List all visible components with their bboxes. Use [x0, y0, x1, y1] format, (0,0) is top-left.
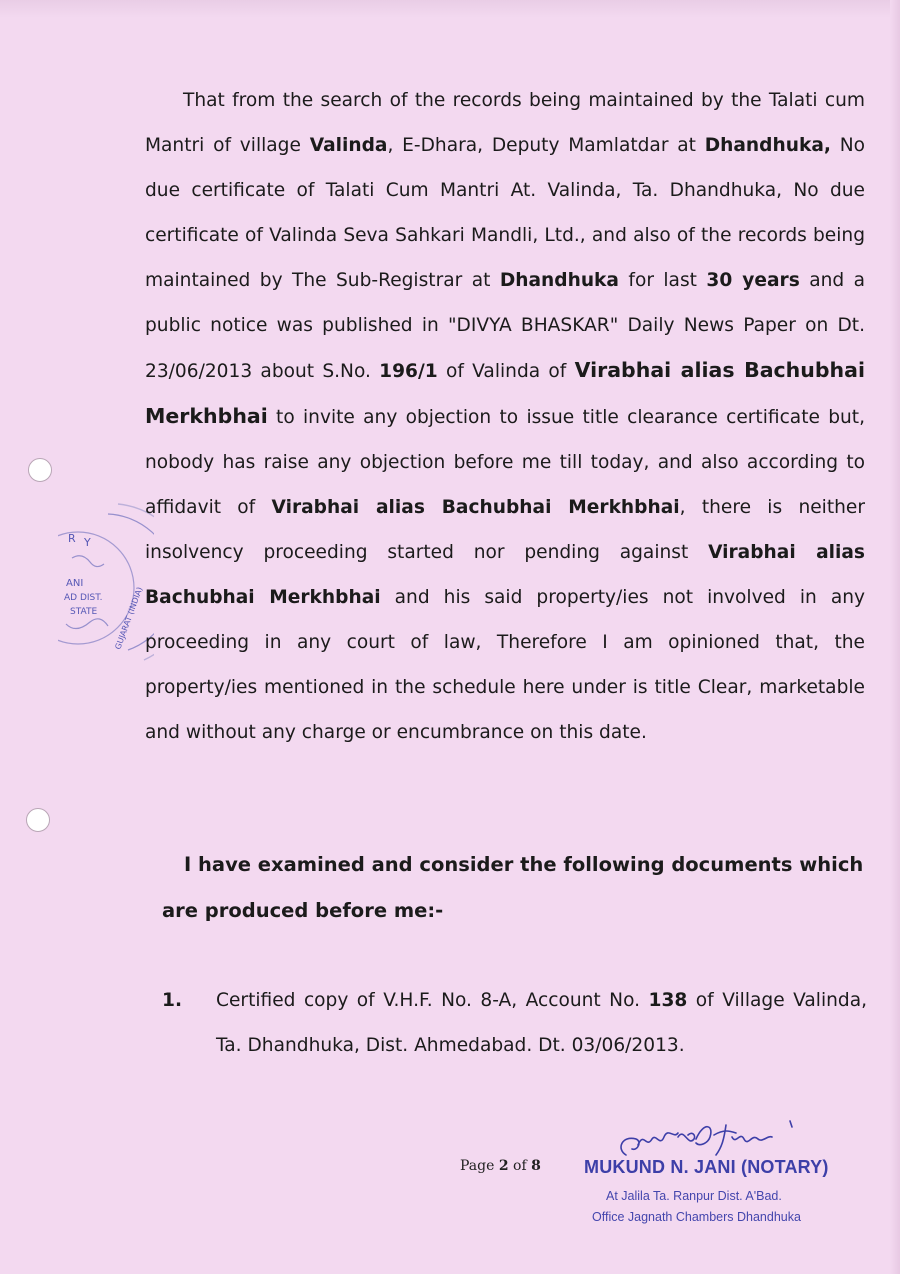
paragraph-text: and a public notice was published in "DIVYA BHASKAR" Daily News Paper on Dt. 23/06/2013 about S.No.	[145, 270, 865, 382]
paragraph-text: to invite any objection to issue title clearance certificate but, nobody has raise any objection before me till today, and also according to affidavit of	[145, 407, 865, 518]
documents-heading: I have examined and consider the following documents which are produced before me:-	[162, 853, 864, 922]
seal-arc-text: GUJARAT (INDIA)	[113, 585, 145, 651]
paragraph-text: of Valinda of	[437, 361, 575, 382]
list-item-number: 1.	[162, 990, 183, 1011]
svg-text:Y: Y	[84, 536, 91, 549]
list-item	[216, 978, 867, 1068]
seal-line-2: AD DIST.	[64, 593, 103, 603]
punch-hole-lower	[26, 808, 50, 832]
account-number: 138	[648, 990, 688, 1011]
scan-right-edge	[890, 0, 900, 1274]
notary-signature	[608, 1115, 808, 1163]
punch-hole-upper	[28, 458, 52, 482]
page-total: 8	[531, 1158, 541, 1174]
survey-number: 196/1	[379, 361, 438, 382]
paragraph-text: for last	[618, 270, 707, 291]
scan-top-edge	[0, 0, 900, 18]
notary-seal	[58, 500, 154, 676]
paragraph-text: No due certificate of Talati Cum Mantri At. Valinda, Ta. Dhandhuka, No due certificate of Valinda Seva Sahkari Mandli, Ltd., and also of the records being maintained by The Sub-Registrar at	[145, 135, 865, 291]
village-name: Valinda	[309, 135, 388, 156]
list-item-text: Certified copy of V.H.F. No. 8-A, Account No.	[216, 990, 649, 1011]
paragraph-text: and his said property/ies not involved in any proceeding in any court of law, Therefore I am opinioned that, the property/ies mentioned in the schedule here under is title Clear, marketable and without any charge or encumbrance on this date.	[145, 587, 866, 743]
seal-line-1: ANI	[66, 578, 84, 589]
paragraph-text: That from the search of the records being maintained by the Talati cum Mantri of village	[145, 90, 865, 156]
notary-stamp-name: MUKUND N. JANI (NOTARY)	[584, 1157, 829, 1177]
page-current: 2	[498, 1158, 509, 1174]
notary-stamp-office: Office Jagnath Chambers Dhandhuka	[592, 1210, 801, 1224]
taluka-name: Dhandhuka,	[704, 135, 831, 156]
search-period: 30 years	[706, 270, 800, 291]
title-clearance-paragraph	[145, 78, 865, 755]
owner-name: Virabhai alias Bachubhai Merkhbhai	[271, 497, 680, 518]
owner-name: Virabhai alias Bachubhai Merkhbhai	[145, 542, 865, 608]
page-prefix: Page	[460, 1158, 499, 1174]
paragraph-text: , E-Dhara, Deputy Mamlatdar at	[387, 135, 705, 156]
page-of: of	[508, 1158, 532, 1174]
owner-name: Virabhai alias Bachubhai Merkhbhai	[145, 358, 865, 428]
list-item-text: of Village Valinda, Ta. Dhandhuka, Dist. Ahmedabad. Dt. 03/06/2013.	[216, 990, 867, 1056]
seal-line-3: STATE	[70, 607, 98, 617]
svg-text:R: R	[68, 532, 76, 545]
notary-stamp-address: At Jalila Ta. Ranpur Dist. A'Bad.	[606, 1189, 782, 1203]
paragraph-text: , there is neither insolvency proceeding started nor pending against	[145, 497, 865, 563]
page-number	[460, 1158, 541, 1174]
sub-registrar-location: Dhandhuka	[499, 270, 619, 291]
